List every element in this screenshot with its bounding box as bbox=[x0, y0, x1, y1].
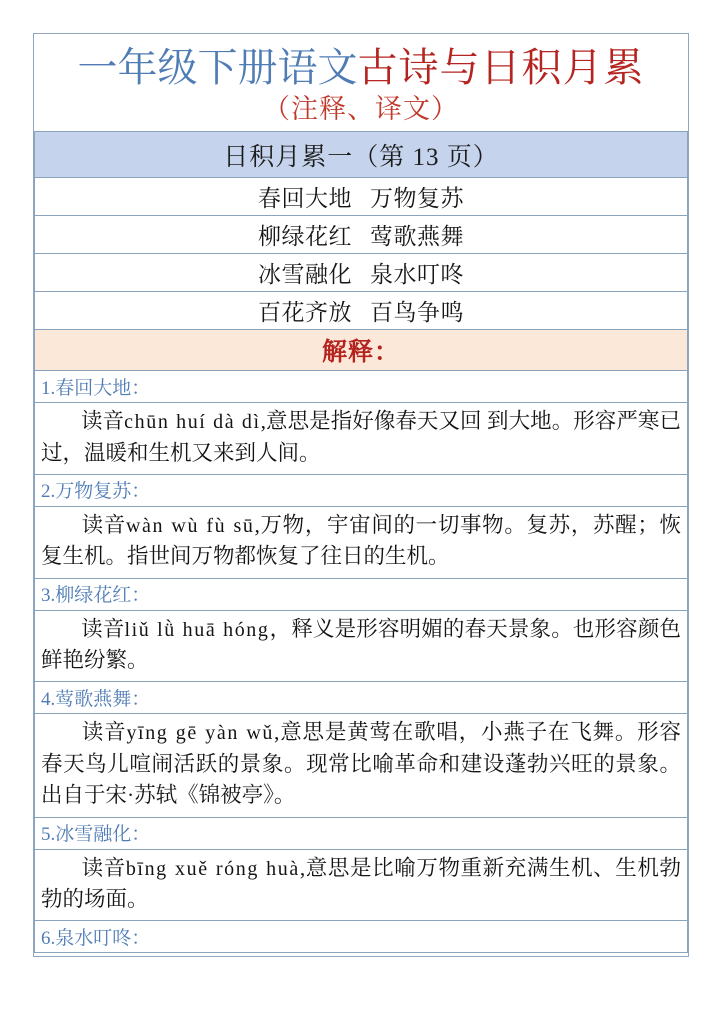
page-subtitle: （注释、译文） bbox=[263, 93, 459, 124]
page-title-topic: 古诗与日积月累 bbox=[357, 45, 645, 90]
entry-body-row bbox=[35, 714, 688, 817]
entry-term-5: 5.冰雪融化： bbox=[35, 817, 688, 849]
entry-term-2: 2.万物复苏： bbox=[35, 474, 688, 506]
entry-definition: ,意思是指好像春天又回 到大地。形容严寒已过，温暖和生机又来到人间。 bbox=[41, 409, 681, 465]
entry-definition: ，释义是形容明媚的春天景象。也形容颜色鲜艳纷繁。 bbox=[41, 616, 681, 673]
entry-term-4: 4.莺歌燕舞： bbox=[35, 682, 688, 714]
unit-header-row bbox=[35, 132, 688, 178]
entry-definition: ,意思是黄莺在歌唱，小燕子在飞舞。形容春天鸟儿喧闹活跃的景象。现常比喻革命和建设蓬勃兴旺的景象。出自于宋·苏轼《锦被亭》。 bbox=[41, 720, 681, 808]
page-title-grade: 一年级下册语文 bbox=[77, 45, 358, 90]
entry-definition: ,意思是比喻万物重新充满生机、生机勃勃的场面。 bbox=[41, 855, 681, 911]
entry-lead: 读音 bbox=[81, 409, 125, 434]
entry-lead: 读音 bbox=[81, 616, 125, 641]
entry-body-text bbox=[41, 406, 681, 469]
entry-pinyin: wàn wù fù sū bbox=[126, 514, 255, 537]
unit-header-cell: 日积月累一（第 13 页） bbox=[35, 132, 688, 178]
entry-term-row bbox=[35, 817, 688, 849]
entry-term-6: 6.泉水叮咚： bbox=[35, 921, 688, 953]
idiom-row bbox=[35, 216, 688, 254]
idiom-left: 冰雪融化 bbox=[258, 262, 352, 288]
content-table bbox=[34, 131, 688, 953]
entry-body-row bbox=[35, 610, 688, 682]
idiom-right: 万物复苏 bbox=[370, 186, 464, 212]
entry-body-row bbox=[35, 403, 688, 475]
entry-pinyin: liǔ lǜ huā hóng bbox=[124, 618, 270, 641]
idiom-row bbox=[35, 292, 688, 330]
entry-body-text bbox=[41, 717, 681, 811]
entry-lead: 读音 bbox=[81, 855, 126, 880]
entry-body-2 bbox=[35, 506, 688, 578]
entry-term-row bbox=[35, 682, 688, 714]
idiom-right: 莺歌燕舞 bbox=[370, 224, 464, 250]
entry-definition: ,万物，宇宙间的一切事物。复苏，苏醒；恢复生机。指世间万物都恢复了往日的生机。 bbox=[41, 512, 681, 569]
entry-body-row bbox=[35, 506, 688, 578]
entry-body-text bbox=[41, 853, 681, 916]
entry-term-3: 3.柳绿花红： bbox=[35, 578, 688, 610]
content-table-body bbox=[35, 132, 688, 953]
entry-body-5 bbox=[35, 849, 688, 921]
entry-body-text bbox=[41, 614, 681, 677]
idiom-row bbox=[35, 254, 688, 292]
entry-body-text bbox=[41, 510, 681, 573]
entry-pinyin: chūn huí dà dì bbox=[124, 411, 261, 434]
entry-body-4 bbox=[35, 714, 688, 817]
entry-body-row bbox=[35, 849, 688, 921]
entry-term-row bbox=[35, 371, 688, 403]
idiom-left: 柳绿花红 bbox=[258, 224, 352, 250]
entry-body-1 bbox=[35, 403, 688, 475]
idiom-left: 百花齐放 bbox=[258, 300, 352, 326]
idiom-row bbox=[35, 178, 688, 216]
entry-term-row bbox=[35, 474, 688, 506]
idiom-right: 泉水叮咚 bbox=[370, 262, 464, 288]
entry-pinyin: yīng gē yàn wǔ bbox=[126, 722, 275, 745]
idiom-cell bbox=[35, 292, 688, 330]
page-title bbox=[42, 46, 680, 91]
document-frame bbox=[33, 33, 689, 957]
idiom-cell bbox=[35, 254, 688, 292]
explain-header-cell: 解释： bbox=[35, 330, 688, 371]
entry-term-row bbox=[35, 578, 688, 610]
entry-lead: 读音 bbox=[81, 512, 127, 537]
idiom-right: 百鸟争鸣 bbox=[370, 300, 464, 326]
entry-term-1: 1.春回大地： bbox=[35, 371, 688, 403]
entry-term-row bbox=[35, 921, 688, 953]
idiom-cell bbox=[35, 216, 688, 254]
title-block bbox=[34, 34, 688, 131]
entry-pinyin: bīng xuě róng huà bbox=[125, 857, 300, 880]
idiom-cell bbox=[35, 178, 688, 216]
explain-header-row bbox=[35, 330, 688, 371]
entry-lead: 读音 bbox=[81, 720, 127, 745]
idiom-left: 春回大地 bbox=[258, 186, 352, 212]
entry-body-3 bbox=[35, 610, 688, 682]
